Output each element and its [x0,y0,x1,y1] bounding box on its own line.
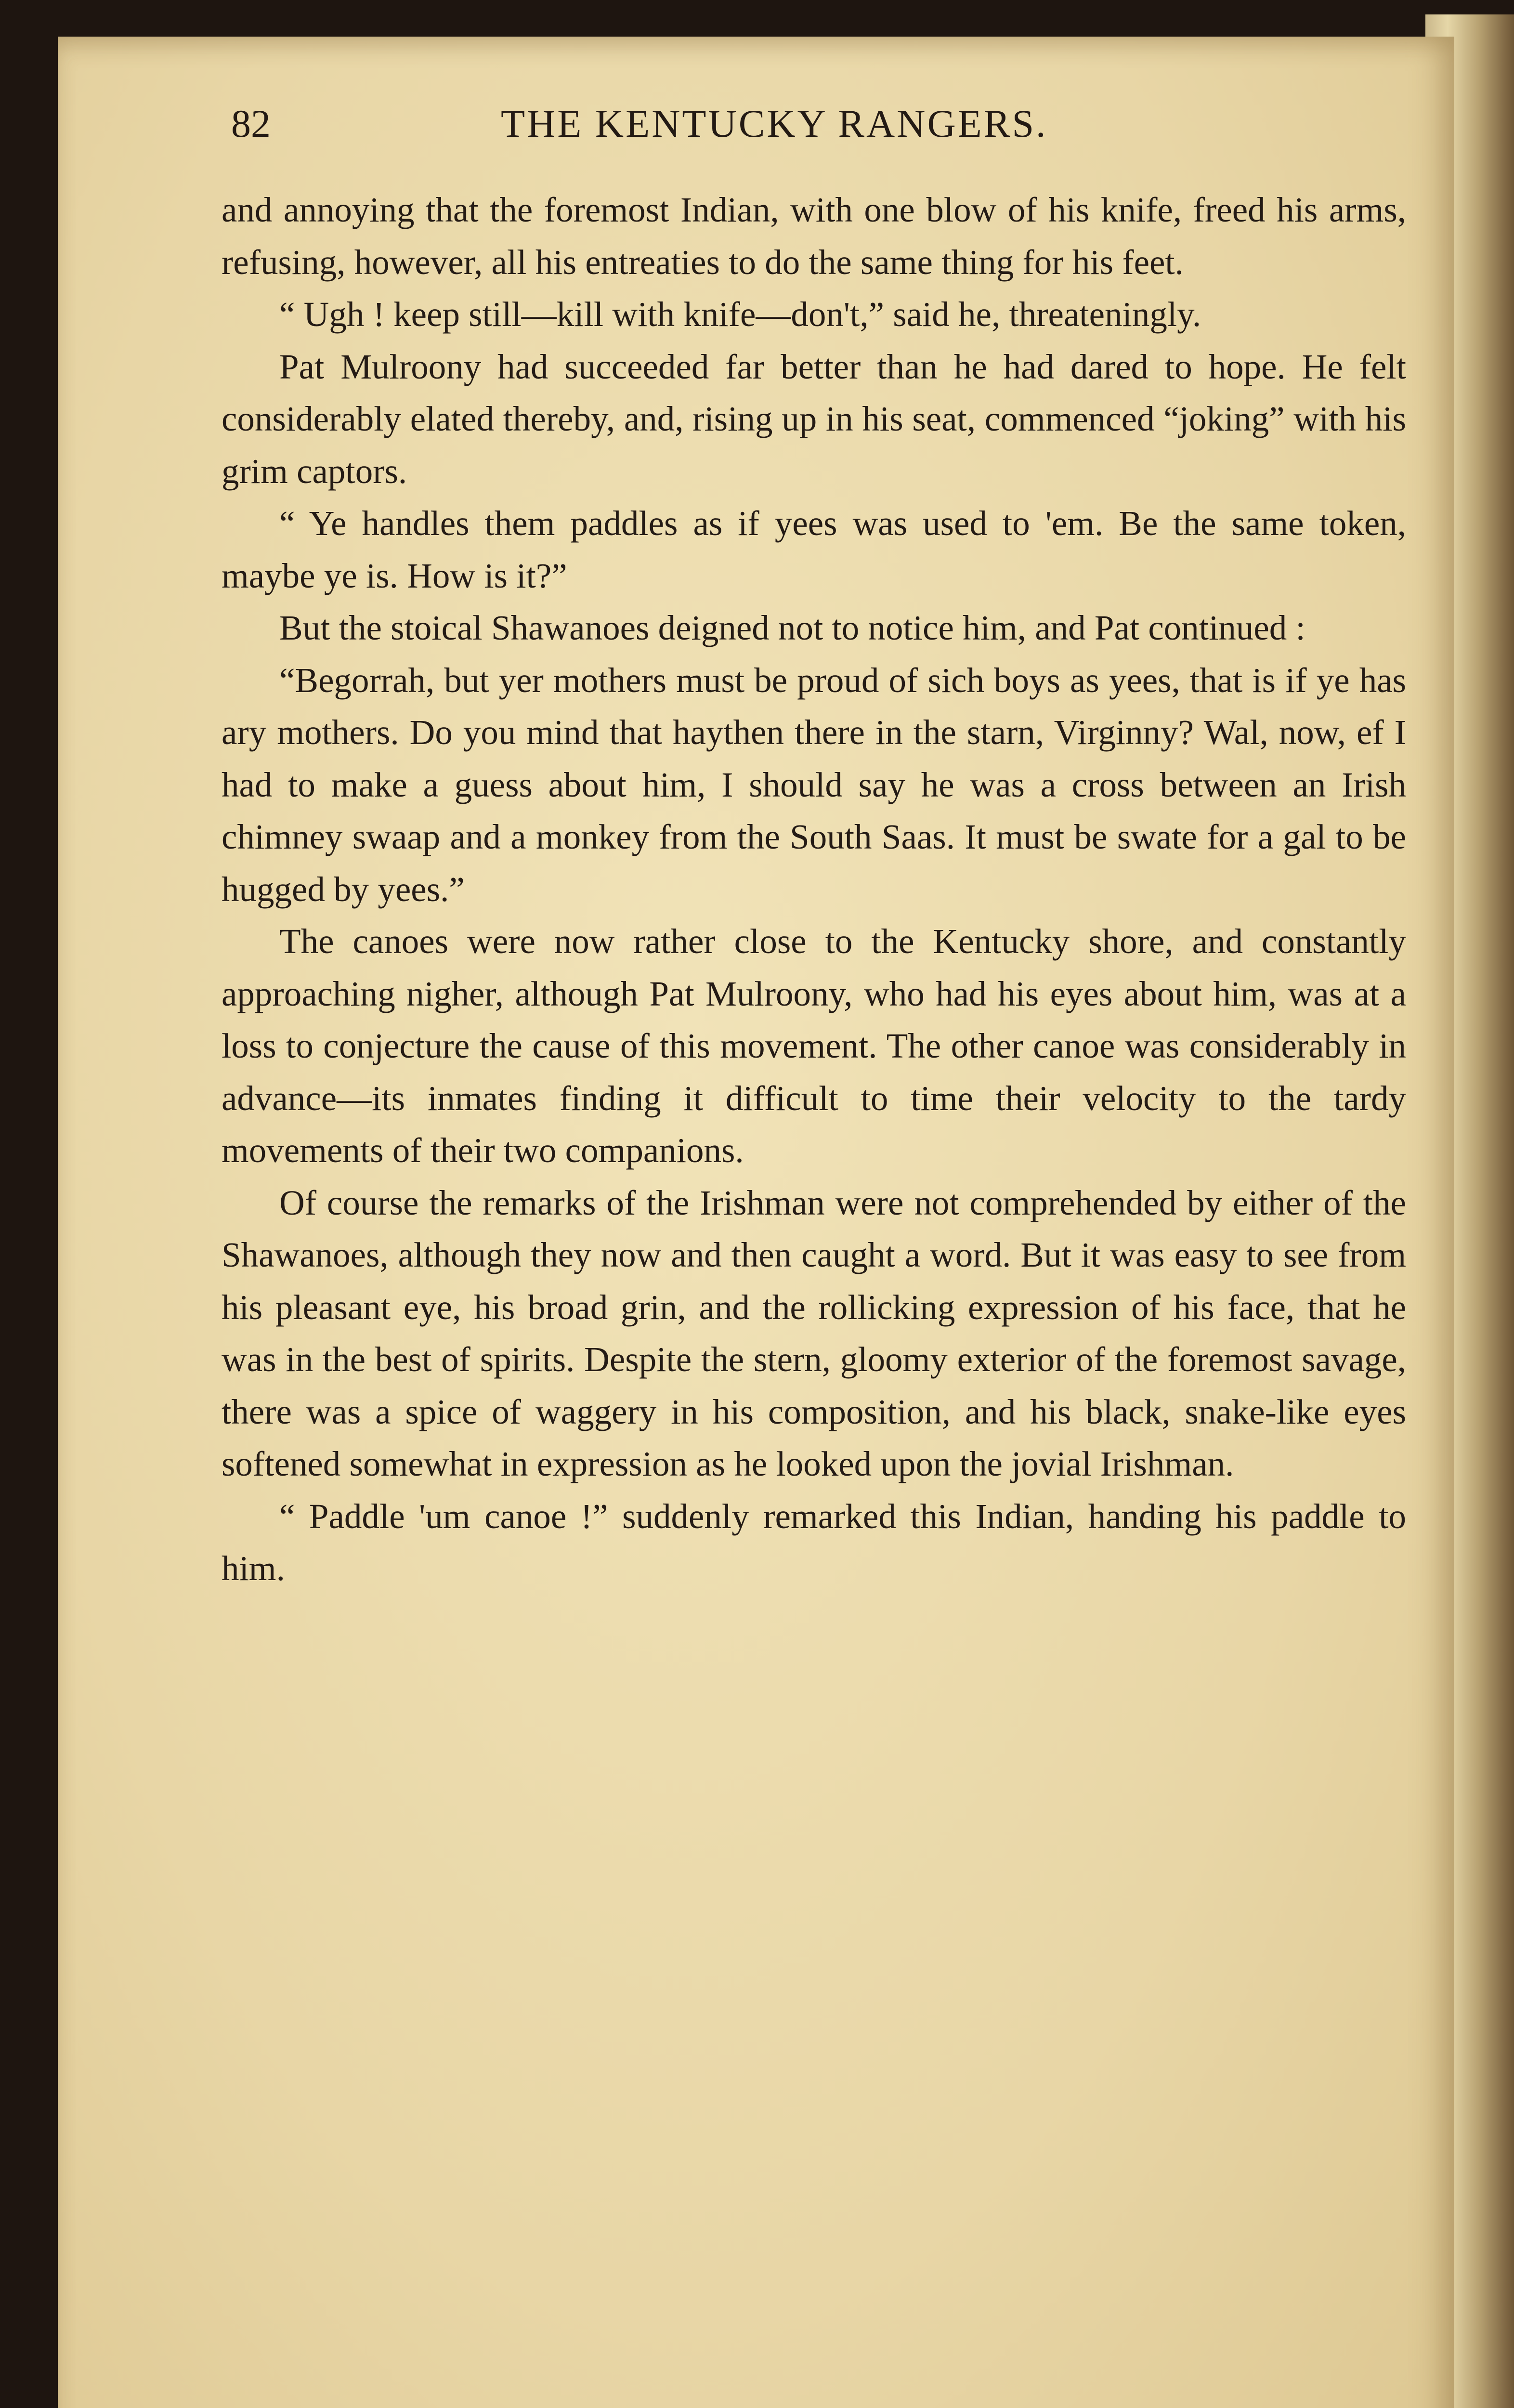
paragraph: “ Paddle 'um canoe !” suddenly remarked this Indian, handing his paddle to him. [222,1496,1406,1588]
running-title: THE KENTUCKY RANGERS. [501,102,1048,145]
paragraph: Of course the remarks of the Irishman were not comprehended by either of the Shawanoes, although they now and then caught a word. But it was easy to see from his pleasant eye, his broad grin, and the rollicking expression of his face, that he was in the best of spirits. Despite the stern, gloomy exterior of the foremost savage, there was a spice of waggery in his composition, and his black, snake-like eyes softened somewhat in expression as he looked upon the jovial Irishman. [222,1183,1406,1483]
paragraph: “ Ugh ! keep still—kill with knife—don't,” said he, threateningly. [279,295,1201,334]
page-header [173,96,1406,154]
paragraph: Pat Mulroony had succeeded far better than he had dared to hope. He felt considerably elated thereby, and, rising up in his seat, commenced “joking” with his grim captors. [222,347,1406,491]
paragraph: The canoes were now rather close to the Kentucky shore, and constantly approaching nigher, although Pat Mulroony, who had his eyes about him, was at a loss to conjecture the cause of this movement. The other canoe was considerably in advance—its inmates finding it difficult to time their velocity to the tardy movements of their two companions. [222,922,1406,1170]
paragraph: But the stoical Shawanoes deigned not to notice him, and Pat continued : [279,608,1305,647]
body-text [222,184,1406,1595]
paragraph: “Begorrah, but yer mothers must be proud of sich boys as yees, that is if ye has ary mothers. Do you mind that haythen there in the starn, Virginny? Wal, now, ef I had to make a guess about him, I should say he was a cross between an Irish chimney swaap and a monkey from the South Saas. It must be swate for a gal to be hugged by yees.” [222,660,1406,909]
paragraph: “ Ye handles them paddles as if yees was used to 'em. Be the same token, maybe ye is. How is it?” [222,504,1406,595]
paragraph: and annoying that the foremost Indian, with one blow of his knife, freed his arms, refusing, however, all his entreaties to do the same thing for his feet. [222,190,1406,282]
page-number: 82 [231,102,271,145]
